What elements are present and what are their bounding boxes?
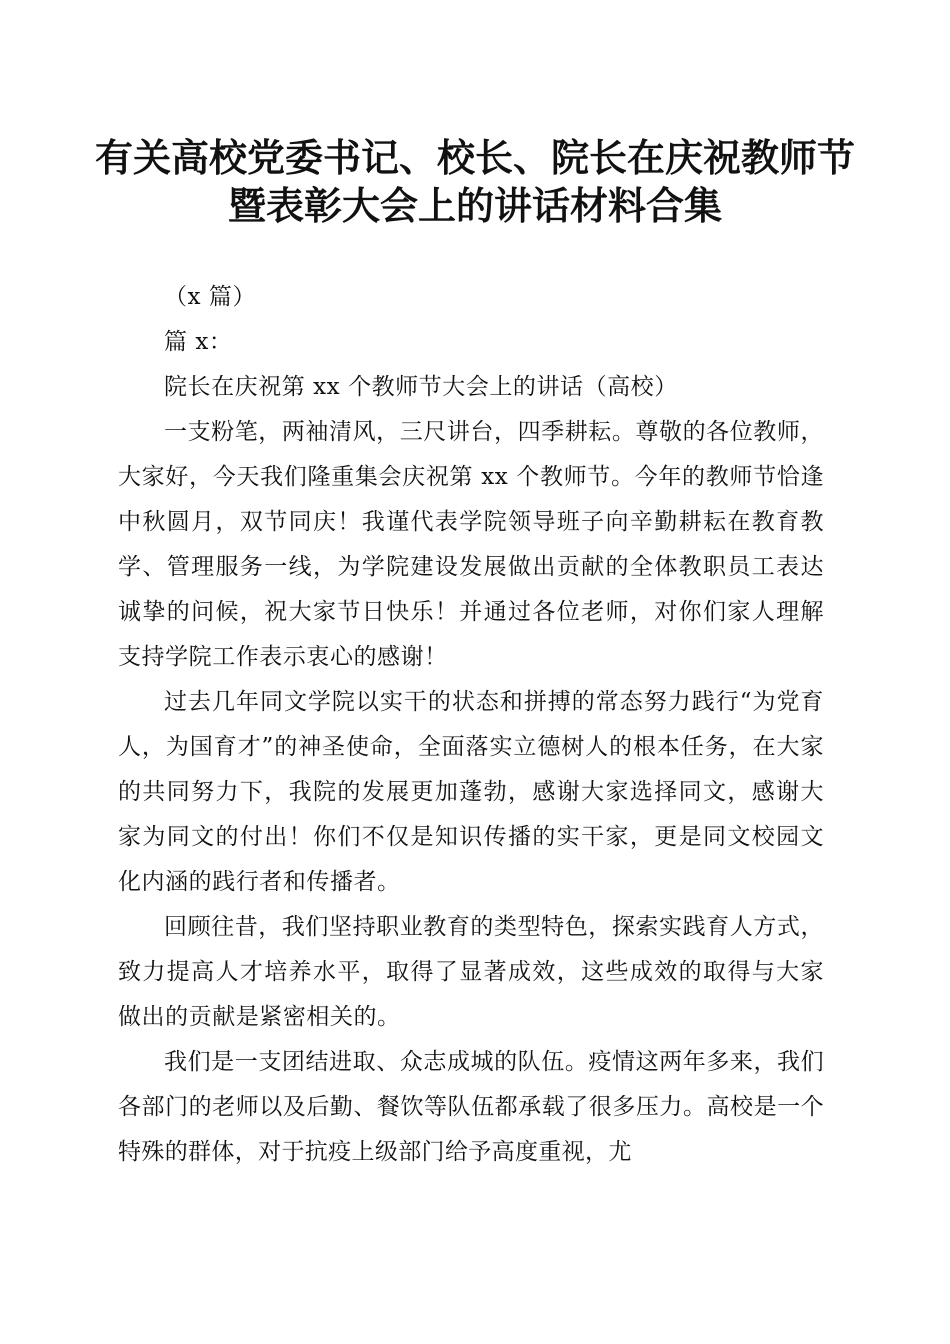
paragraph-2: 过去几年同文学院以实干的状态和拼搏的常态努力践行“为党育人，为国育才”的神圣使命，全面落实立德树人的根本任务，在大家的共同努力下，我院的发展更加蓬勃，感谢大家选择同文，感谢大家为同文的付出！你们不仅是知识传播的实干家，更是同文校园文化内涵的践行者和传播者。 bbox=[118, 689, 824, 895]
document-title-line-1: 有关高校党委书记、校长、院长在庆祝教师节 bbox=[94, 135, 855, 180]
paragraph-3: 回顾往昔，我们坚持职业教育的类型特色，探索实践育人方式，致力提高人才培养水平，取得了显著成效，这些成效的取得与大家做出的贡献是紧密相关的。 bbox=[118, 914, 824, 1030]
document-body bbox=[118, 275, 824, 1175]
section-label: 篇 x： bbox=[164, 329, 233, 355]
count-note: （x 篇） bbox=[164, 284, 257, 310]
document-title-line-2: 暨表彰大会上的讲话材料合集 bbox=[227, 183, 722, 228]
paragraph-1: 一支粉笔，两袖清风，三尺讲台，四季耕耘。尊敬的各位教师，大家好，今天我们隆重集会庆祝第 xx 个教师节。今年的教师节恰逢中秋圆月，双节同庆！我谨代表学院领导班子向辛勤耕耘在教育教学、管理服务一线，为学院建设发展做出贡献的全体教职员工表达诚挚的问候，祝大家节日快乐！并通过各位老师，对你们家人理解支持学院工作表示衷心的感谢！ bbox=[118, 419, 824, 670]
paragraph-4: 我们是一支团结进取、众志成城的队伍。疫情这两年多来，我们各部门的老师以及后勤、餐饮等队伍都承载了很多压力。高校是一个特殊的群体，对于抗疫上级部门给予高度重视，尤 bbox=[118, 1049, 824, 1165]
speech-title: 院长在庆祝第 xx 个教师节大会上的讲话（高校） bbox=[164, 374, 678, 400]
